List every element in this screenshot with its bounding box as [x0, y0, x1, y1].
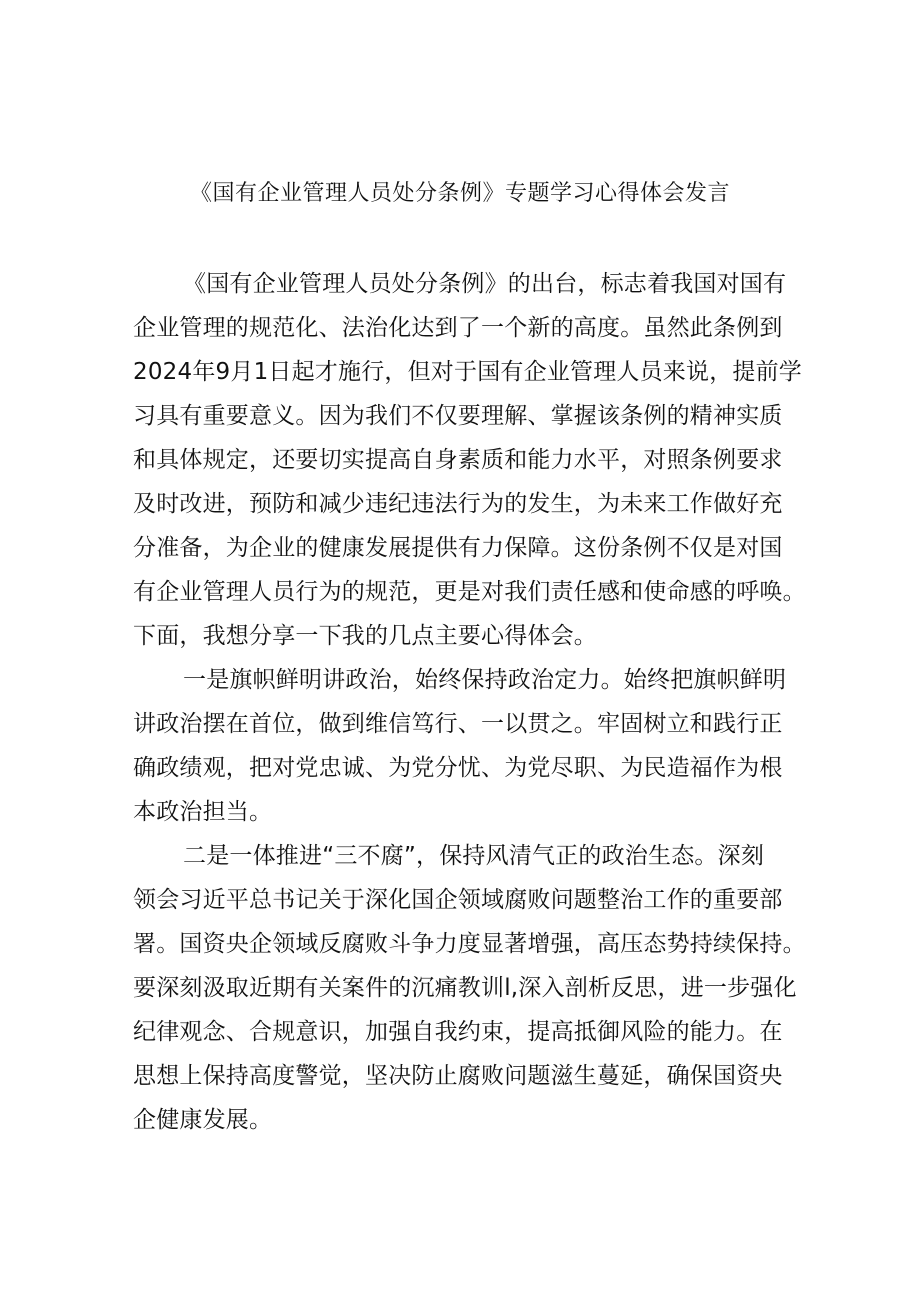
text-line: 要深刻汲取近期有关案件的沉痛教训l,深入剖析反思，进一步强化 — [133, 975, 797, 1001]
text-line: 和具体规定，还要切实提高自身素质和能力水平，对照条例要求 — [133, 447, 783, 473]
text-line: 《国有企业管理人员处分条例》的出台，标志着我国对国有 — [183, 271, 787, 297]
text-line: 思想上保持高度警觉，坚决防止腐败问题滋生蔓延，确保国资央 — [133, 1063, 783, 1089]
text-line: 确政绩观，把对党忠诚、为党分忧、为党尽职、为民造福作为根 — [133, 755, 783, 781]
text-line: 本政治担当。 — [133, 799, 273, 825]
text-line: 纪律观念、合规意识，加强自我约束，提高抵御风险的能力。在 — [133, 1019, 783, 1045]
paragraph-point-one — [133, 658, 793, 834]
paragraph-point-two — [133, 834, 806, 1142]
text-line: 下面，我想分享一下我的几点主要心得体会。 — [133, 623, 597, 649]
text-line: 2024年9月1日起才施行，但对于国有企业管理人员来说，提前学 — [133, 359, 802, 385]
text-line: 二是一体推进“三不腐”，保持风清气正的政治生态。深刻 — [183, 843, 765, 869]
text-line: 一是旗帜鲜明讲政治，始终保持政治定力。始终把旗帜鲜明 — [183, 667, 787, 693]
text-line: 有企业管理人员行为的规范，更是对我们责任感和使命感的呼唤。 — [133, 579, 806, 605]
text-line: 分准备，为企业的健康发展提供有力保障。这份条例不仅是对国 — [133, 535, 783, 561]
text-line: 署。国资央企领域反腐败斗争力度显著增强，高压态势持续保持。 — [133, 931, 806, 957]
text-line: 企健康发展。 — [133, 1107, 273, 1133]
document-title: 《国有企业管理人员处分条例》专题学习心得体会发言 — [189, 181, 730, 206]
text-line: 企业管理的规范化、法治化达到了一个新的高度。虽然此条例到 — [133, 315, 783, 341]
document-body — [133, 262, 806, 1142]
text-line: 领会习近平总书记关于深化国企领域腐败问题整治工作的重要部 — [133, 887, 783, 913]
text-line: 讲政治摆在首位，做到维信笃行、一以贯之。牢固树立和践行正 — [133, 711, 783, 737]
text-line: 习具有重要意义。因为我们不仅要理解、掌握该条例的精神实质 — [133, 403, 783, 429]
text-line: 及时改进，预防和减少违纪违法行为的发生，为未来工作做好充 — [133, 491, 783, 517]
paragraph-intro — [133, 262, 806, 658]
